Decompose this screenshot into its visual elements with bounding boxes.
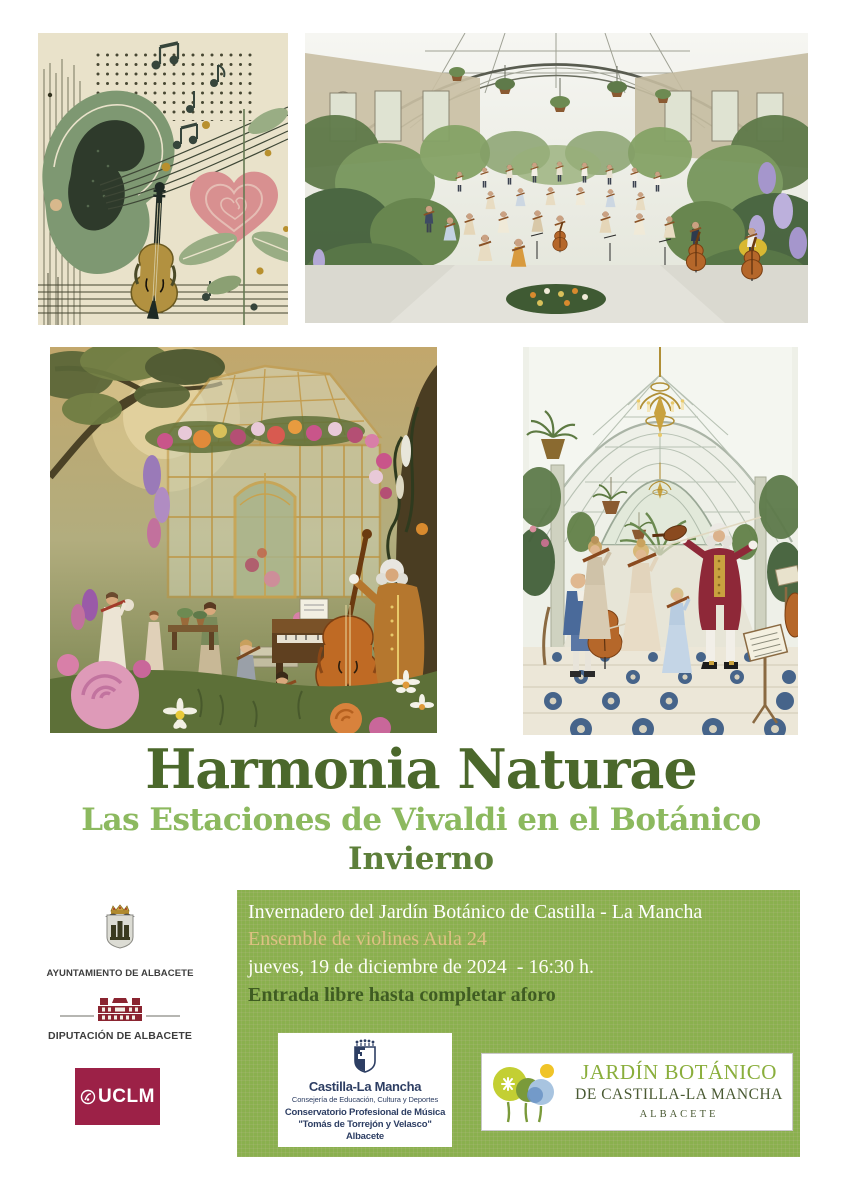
uclm-logo — [75, 1068, 160, 1125]
event-info-box — [237, 890, 800, 1157]
ayuntamiento-logo — [45, 903, 195, 979]
event-venue: Invernadero del Jardín Botánico de Castilla - La Mancha — [248, 901, 703, 923]
conservatorio-city: Albacete — [345, 1130, 384, 1142]
clm-region-label: Castilla-La Mancha — [308, 1079, 422, 1094]
orchestra-greenhouse-artwork — [305, 33, 808, 323]
event-admission: Entrada libre hasta completar aforo — [248, 984, 556, 1006]
poster-title: Harmonia Naturae — [145, 737, 697, 801]
diputacion-building-icon — [40, 997, 200, 1027]
jardin-botanico-name: JARDÍN BOTÁNICO — [581, 1060, 777, 1084]
garden-greenhouse-artwork — [50, 347, 437, 733]
event-ensemble: Ensemble de violines Aula 24 — [248, 928, 487, 950]
event-datetime: jueves, 19 de diciembre de 2024 - 16:30 h. — [248, 956, 595, 978]
ayuntamiento-label: AYUNTAMIENTO DE ALBACETE — [46, 968, 194, 979]
conservatorio-patron: "Tomás de Torrejón y Velasco" — [298, 1118, 432, 1130]
jardin-botanico-trees-icon — [488, 1060, 568, 1128]
ayuntamiento-crest-icon — [45, 903, 195, 965]
diputacion-label: DIPUTACIÓN DE ALBACETE — [48, 1030, 192, 1042]
jardin-botanico-region: DE CASTILLA-LA MANCHA — [575, 1086, 783, 1103]
clm-shield-icon — [278, 1039, 452, 1078]
diputacion-logo — [40, 997, 200, 1042]
uclm-symbol-icon — [80, 1089, 96, 1105]
uclm-label: UCLM — [98, 1085, 155, 1107]
ear-music-artwork — [38, 33, 288, 325]
clm-consejeria-label: Consejería de Educación, Cultura y Deportes — [291, 1095, 439, 1104]
conservatory-violinist-artwork — [523, 347, 798, 735]
jardin-botanico-logo-plaque — [481, 1053, 793, 1131]
poster-season: Invierno — [347, 841, 495, 877]
jardin-botanico-city: ALBACETE — [639, 1109, 719, 1120]
poster-subtitle: Las Estaciones de Vivaldi en el Botánico — [81, 802, 761, 838]
conservatorio-name: Conservatorio Profesional de Música — [284, 1107, 446, 1118]
conservatorio-logo-plaque — [278, 1033, 452, 1147]
